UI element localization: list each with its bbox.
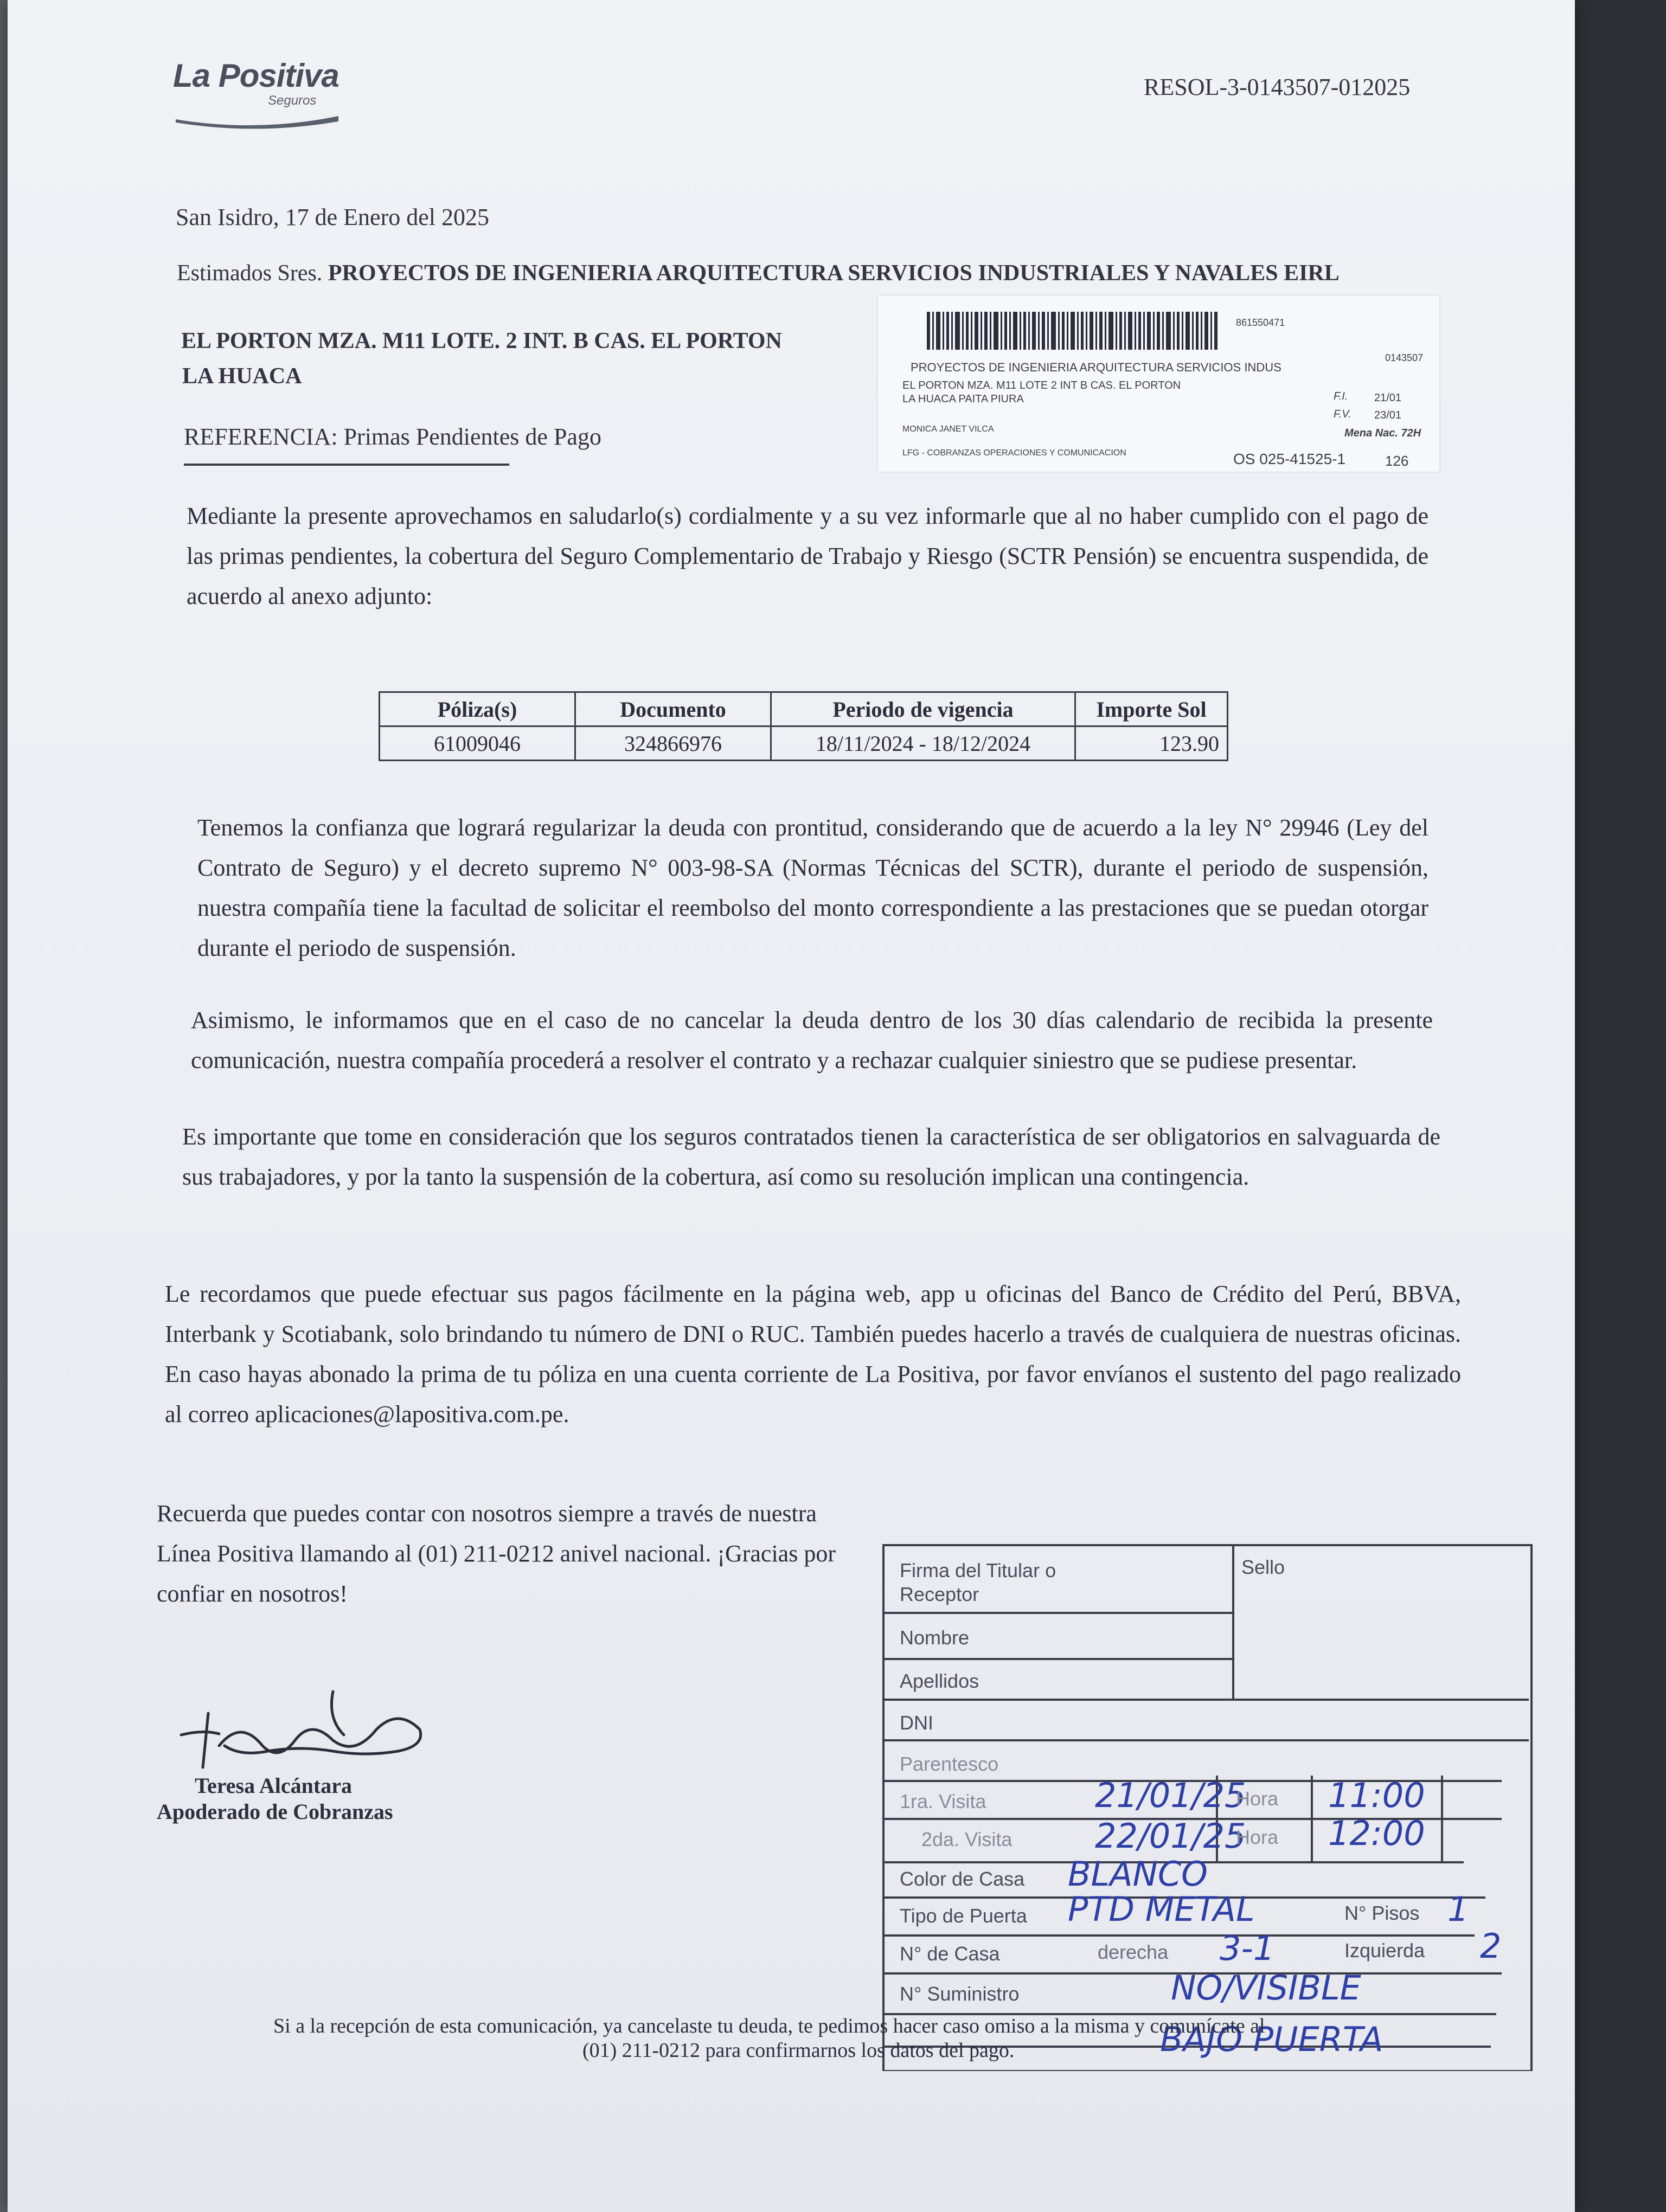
delivery-stamp xyxy=(878,1537,1534,2071)
label-agent: MONICA JANET VILCA xyxy=(902,425,994,434)
paragraph-deadline: Asimismo, le informamos que en el caso de no cancelar la deuda dentro de los 30 días calendario de recibida la presente comunicación, nuestra compañía procederá a resolver el contrato y a rechazar cualquier siniestro que se pudiese presentar. xyxy=(191,1007,1433,1073)
stamp-apellidos-label: Apellidos xyxy=(900,1670,979,1692)
label-route: Mena Nac. 72H xyxy=(1344,427,1421,439)
stamp-suministro-value: NO/VISIBLE xyxy=(1171,1968,1361,2008)
addressee-company: PROYECTOS DE INGENIERIA ARQUITECTURA SERVICIOS INDUSTRIALES Y NAVALES EIRL xyxy=(328,261,1340,286)
stamp-derecha-label: derecha xyxy=(1098,1941,1169,1963)
signature-icon xyxy=(170,1670,441,1778)
stamp-hora1-label: Hora xyxy=(1236,1787,1279,1810)
label-os-number: OS 025-41525-1 xyxy=(1233,451,1346,467)
paragraph-contact: Recuerda que puedes contar con nosotros siempre a través de nuestra Línea Positiva llamando al (01) 211-0212 anivel nacional. ¡Gracias por confiar en nosotros! xyxy=(157,1500,836,1607)
stamp-sello-label: Sello xyxy=(1241,1556,1285,1578)
cell-poliza: 61009046 xyxy=(380,726,575,761)
reference-line xyxy=(184,423,601,451)
stamp-visita1-value: 21/01/25 xyxy=(1095,1776,1246,1815)
label-address-2: LA HUACA PAITA PIURA xyxy=(902,393,1024,405)
stamp-firma-label: Firma del Titular o Receptor xyxy=(900,1559,1056,1605)
addressee-line xyxy=(177,260,1340,286)
company-logo: La Positiva xyxy=(173,57,339,94)
signer-title: Apoderado de Cobranzas xyxy=(157,1799,393,1824)
stamp-pisos-value: 1 xyxy=(1447,1889,1469,1929)
label-fv-label: F.V. xyxy=(1334,408,1351,420)
barcode-icon xyxy=(927,312,1220,350)
stamp-izquierda-value: 2 xyxy=(1480,1926,1502,1966)
barcode-number: 861550471 xyxy=(1236,317,1285,328)
stamp-puerta-label: Tipo de Puerta xyxy=(900,1905,1027,1927)
paragraph-payments: Le recordamos que puede efectuar sus pagos fácilmente en la página web, app u oficinas del Banco de Crédito del Perú, BBVA, Interbank y Scotiabank, solo brindando tu número de DNI o RUC. También puedes hacerlo a través de cualquiera de nuestras oficinas. En caso hayas abonado la prima de tu póliza en una cuenta corriente de La Positiva, por favor envíanos el sustento del pago realizado al correo aplicaciones@lapositiva.com.pe. xyxy=(165,1281,1461,1427)
label-code: 0143507 xyxy=(1385,352,1424,363)
letter-page xyxy=(8,0,1575,2212)
stamp-visita1-label: 1ra. Visita xyxy=(900,1790,986,1812)
cell-documento: 324866976 xyxy=(575,726,771,761)
paragraph-law: Tenemos la confianza que logrará regularizar la deuda con prontitud, considerando que de acuerdo a la ley N° 29946 (Ley del Contrato de Seguro) y el decreto supremo N° 003-98-SA (Normas Técnicas del SCTR), durante el periodo de suspensión, nuestra compañía tiene la facultad de solicitar el reembolso del monto correspondiente a las prestaciones que se puedan otorgar durante el periodo de suspensión. xyxy=(197,814,1428,961)
footer-line-2: (01) 211-0212 para confirmarnos los datos del pago. xyxy=(582,2039,1015,2062)
label-dept: LFG - COBRANZAS OPERACIONES Y COMUNICACION xyxy=(902,448,1126,458)
label-company: PROYECTOS DE INGENIERIA ARQUITECTURA SERVICIOS INDUS xyxy=(911,361,1281,374)
stamp-pisos-label: N° Pisos xyxy=(1344,1902,1420,1924)
header-documento: Documento xyxy=(575,692,771,726)
label-fi-value: 21/01 xyxy=(1374,392,1402,404)
resolution-code: RESOL-3-0143507-012025 xyxy=(1144,74,1411,100)
paragraph-importance: Es importante que tome en consideración que los seguros contratados tienen la característica de ser obligatorios en salvaguarda de sus trabajadores, y por la tanto la suspensión de la cobertura, así como su resolución implican una contingencia. xyxy=(182,1123,1440,1190)
address-line-2: LA HUACA xyxy=(182,364,302,389)
signer-name: Teresa Alcántara xyxy=(195,1773,352,1798)
stamp-hora2-value: 12:00 xyxy=(1328,1814,1425,1853)
address-line-1: EL PORTON MZA. M11 LOTE. 2 INT. B CAS. EL PORTON xyxy=(181,329,782,353)
header-poliza: Póliza(s) xyxy=(380,692,575,726)
stamp-color-label: Color de Casa xyxy=(900,1868,1025,1890)
stamp-hora1-value: 11:00 xyxy=(1328,1776,1425,1815)
label-address-1: EL PORTON MZA. M11 LOTE 2 INT B CAS. EL PORTON xyxy=(902,380,1181,391)
courier-label xyxy=(878,295,1439,472)
header-importe: Importe Sol xyxy=(1075,692,1228,726)
stamp-puerta-value: PTD METAL xyxy=(1068,1889,1255,1929)
greeting-prefix: Estimados Sres. xyxy=(177,261,323,286)
label-os-seq: 126 xyxy=(1385,453,1409,469)
reference-underline xyxy=(184,464,509,466)
footer-line-1: Si a la recepción de esta comunicación, ya cancelaste tu deuda, te pedimos hacer caso omiso a la misma y comunícate al xyxy=(273,2015,1265,2037)
letter-date: San Isidro, 17 de Enero del 2025 xyxy=(176,204,489,230)
stamp-visita2-value: 22/01/25 xyxy=(1095,1816,1246,1856)
stamp-visita2-label: 2da. Visita xyxy=(921,1828,1013,1850)
label-fi-label: F.I. xyxy=(1334,390,1348,402)
stamp-ncasa-label: N° de Casa xyxy=(900,1943,1000,1965)
reference-label: REFERENCIA: xyxy=(184,423,338,450)
cell-periodo: 18/11/2024 - 18/12/2024 xyxy=(771,726,1075,761)
stamp-suministro-label: N° Suministro xyxy=(900,1983,1020,2005)
stamp-bottom-value: BAJO PUERTA xyxy=(1160,2020,1383,2059)
header-periodo: Periodo de vigencia xyxy=(771,692,1075,726)
company-logo-sub: Seguros xyxy=(268,93,317,108)
stamp-hora2-label: Hora xyxy=(1236,1826,1279,1848)
reference-text: Primas Pendientes de Pago xyxy=(343,423,601,450)
stamp-parentesco-label: Parentesco xyxy=(900,1753,999,1775)
stamp-dni-label: DNI xyxy=(900,1712,933,1734)
table-header-row xyxy=(380,692,1228,726)
label-fv-value: 23/01 xyxy=(1374,409,1402,421)
paragraph-intro: Mediante la presente aprovechamos en saludarlo(s) cordialmente y a su vez informarle que al no haber cumplido con el pago de las primas pendientes, la cobertura del Seguro Complementario de Trabajo y Riesgo (SCTR Pensión) se encuentra suspendida, de acuerdo al anexo adjunto: xyxy=(187,503,1428,609)
cell-importe: 123.90 xyxy=(1075,726,1228,761)
stamp-derecha-value: 3-1 xyxy=(1220,1928,1275,1968)
annex-table xyxy=(379,691,1228,761)
stamp-nombre-label: Nombre xyxy=(900,1626,970,1649)
stamp-izquierda-label: Izquierda xyxy=(1344,1939,1425,1962)
stamp-color-value: BLANCO xyxy=(1068,1854,1208,1894)
logo-swoosh-icon xyxy=(170,108,344,130)
table-row xyxy=(380,726,1228,761)
